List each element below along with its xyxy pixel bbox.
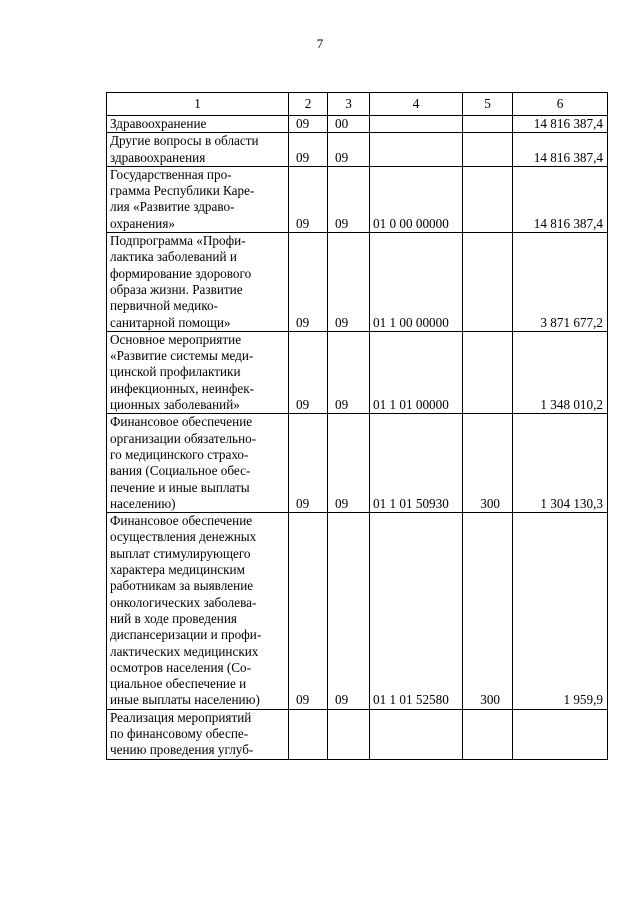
row-name-cell: Финансовое обеспечение организации обязательно- го медицинского страхо- вания (Социальное обес- печение и иные выплаты населению) — [107, 414, 289, 513]
row-c3-cell: 09 — [328, 513, 370, 710]
table-row — [107, 709, 608, 759]
table-row — [107, 166, 608, 232]
row-c6-cell: 1 348 010,2 — [513, 331, 608, 413]
row-c6-cell: 1 304 130,3 — [513, 414, 608, 513]
table-row — [107, 133, 608, 167]
row-c3-cell: 00 — [328, 116, 370, 133]
row-c5-cell — [463, 166, 513, 232]
row-c4-cell: 01 1 01 00000 — [370, 331, 463, 413]
table-header-row — [107, 93, 608, 116]
row-c5-cell — [463, 709, 513, 759]
row-c5-cell — [463, 331, 513, 413]
row-c4-cell — [370, 133, 463, 167]
row-name-cell: Подпрограмма «Профи- лактика заболеваний и формирование здорового образа жизни. Развитие первичной медико- санитарной помощи» — [107, 233, 289, 332]
row-c6-cell — [513, 709, 608, 759]
row-name-cell: Финансовое обеспечение осуществления денежных выплат стимулирующего характера медицинским работникам за выявление онкологических заболева- ний в ходе проведения диспансеризации и профи- лактических медицинских осмотров населения (Со- циальное обеспечение и иные выплаты населению) — [107, 513, 289, 710]
table-row — [107, 414, 608, 513]
row-c4-cell: 01 0 00 00000 — [370, 166, 463, 232]
row-c5-cell: 300 — [463, 513, 513, 710]
row-c2-cell: 09 — [289, 133, 328, 167]
row-name-cell: Государственная про- грамма Республики Каре- лия «Развитие здраво- охранения» — [107, 166, 289, 232]
row-c2-cell: 09 — [289, 331, 328, 413]
header-cell-3: 3 — [328, 93, 370, 116]
header-cell-1: 1 — [107, 93, 289, 116]
budget-table — [106, 92, 608, 760]
row-c5-cell — [463, 116, 513, 133]
row-c4-cell — [370, 709, 463, 759]
header-cell-5: 5 — [463, 93, 513, 116]
row-c2-cell: 09 — [289, 166, 328, 232]
row-c5-cell — [463, 133, 513, 167]
row-name-cell: Основное мероприятие «Развитие системы меди- цинской профилактики инфекционных, неинфек- ционных заболеваний» — [107, 331, 289, 413]
row-c3-cell: 09 — [328, 133, 370, 167]
table-row — [107, 116, 608, 133]
row-c6-cell: 14 816 387,4 — [513, 116, 608, 133]
row-c3-cell: 09 — [328, 331, 370, 413]
row-c3-cell: 09 — [328, 166, 370, 232]
row-c4-cell: 01 1 01 52580 — [370, 513, 463, 710]
table-row — [107, 513, 608, 710]
row-c5-cell — [463, 233, 513, 332]
row-c5-cell: 300 — [463, 414, 513, 513]
header-cell-6: 6 — [513, 93, 608, 116]
row-name-cell: Здравоохранение — [107, 116, 289, 133]
row-c6-cell: 3 871 677,2 — [513, 233, 608, 332]
header-cell-2: 2 — [289, 93, 328, 116]
page-number: 7 — [316, 36, 324, 51]
row-c2-cell: 09 — [289, 513, 328, 710]
row-c3-cell: 09 — [328, 414, 370, 513]
row-c2-cell: 09 — [289, 116, 328, 133]
header-cell-4: 4 — [370, 93, 463, 116]
row-c2-cell: 09 — [289, 414, 328, 513]
row-c4-cell: 01 1 00 00000 — [370, 233, 463, 332]
row-c3-cell: 09 — [328, 233, 370, 332]
row-c3-cell — [328, 709, 370, 759]
row-name-cell: Другие вопросы в области здравоохранения — [107, 133, 289, 167]
row-name-cell: Реализация мероприятий по финансовому обеспе- чению проведения углуб- — [107, 709, 289, 759]
row-c6-cell: 14 816 387,4 — [513, 133, 608, 167]
row-c2-cell: 09 — [289, 233, 328, 332]
table-row — [107, 233, 608, 332]
row-c6-cell: 1 959,9 — [513, 513, 608, 710]
row-c6-cell: 14 816 387,4 — [513, 166, 608, 232]
table-row — [107, 331, 608, 413]
row-c2-cell — [289, 709, 328, 759]
row-c4-cell — [370, 116, 463, 133]
row-c4-cell: 01 1 01 50930 — [370, 414, 463, 513]
